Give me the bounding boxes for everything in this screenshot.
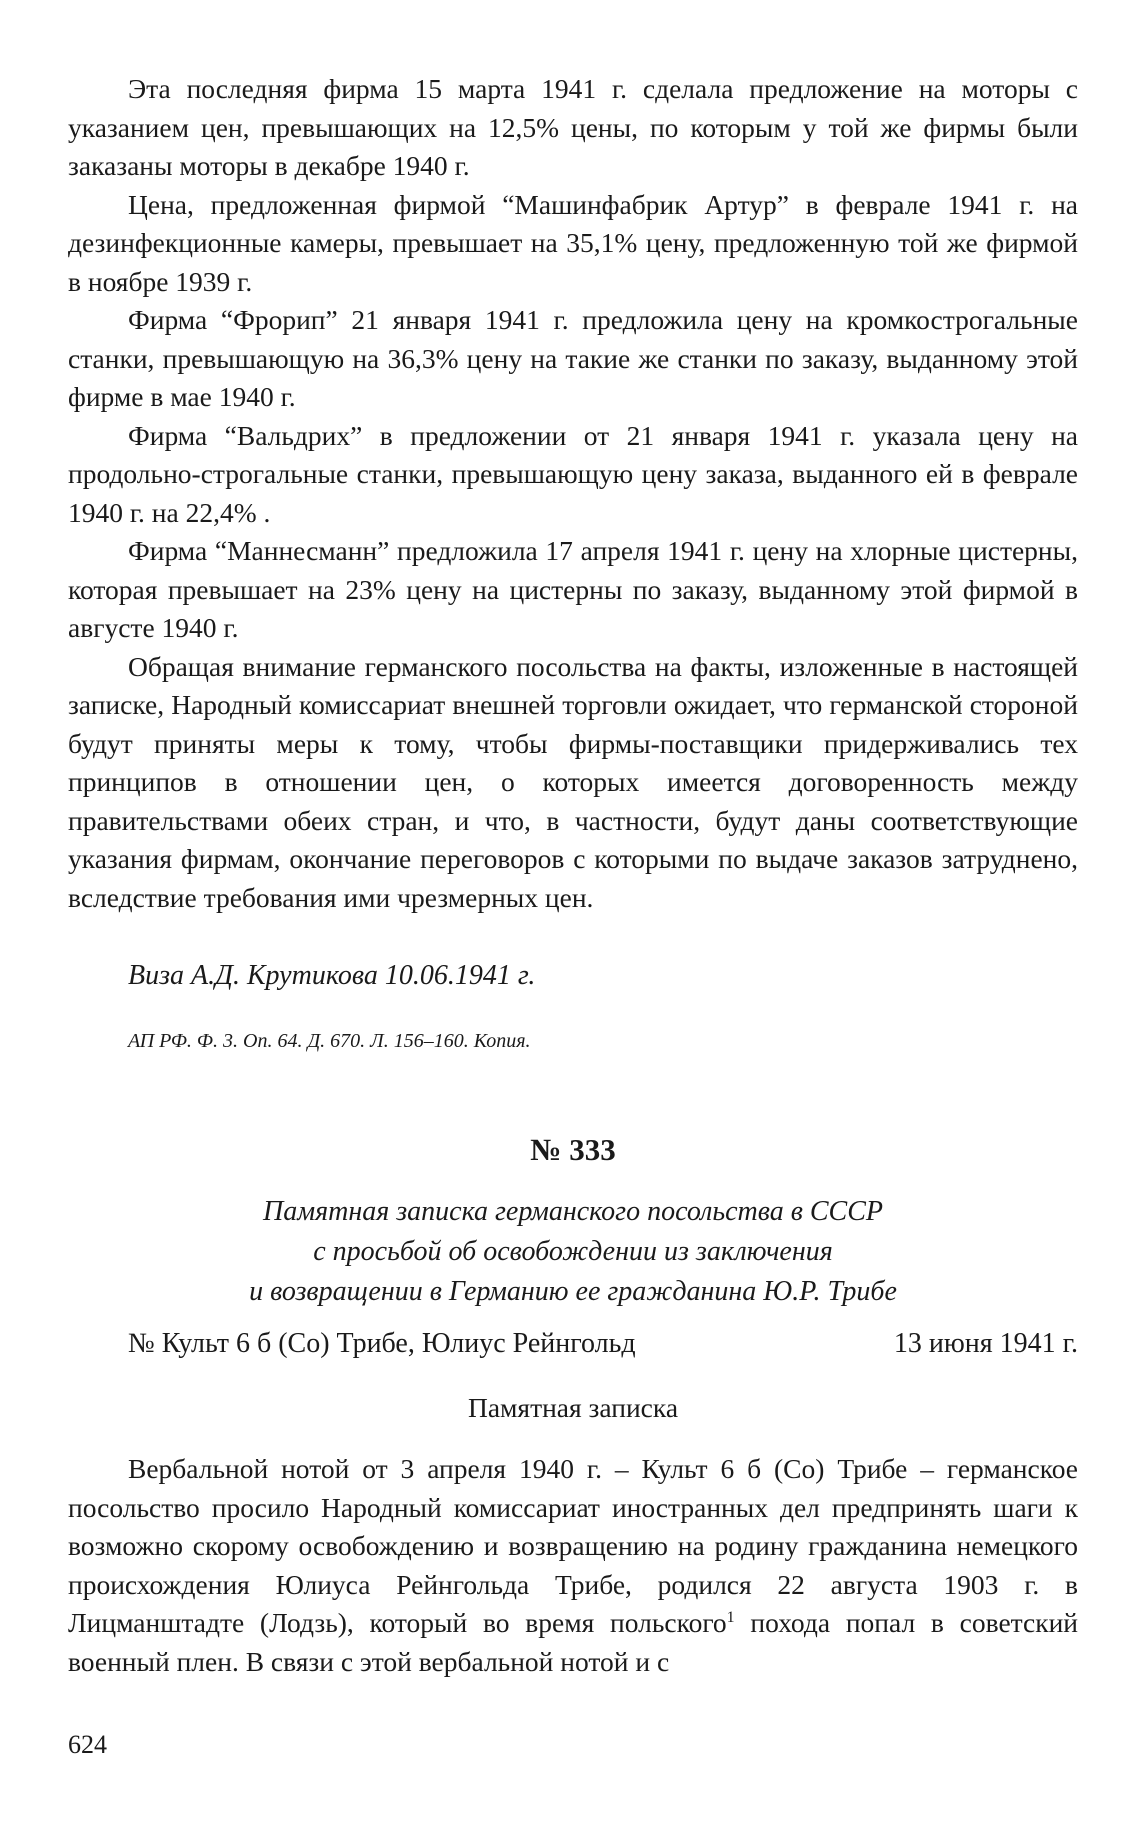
reference-line bbox=[128, 1328, 1078, 1360]
memo-body bbox=[68, 1450, 1078, 1681]
memo-heading: Памятная записка bbox=[467, 1392, 679, 1423]
paragraph-frorip: Фирма “Фрорип” 21 января 1941 г. предложила цену на кромкострогальные станки, превышающую на 36,3% цену на такие же станки по заказу, выданному этой фирме в мае 1940 г. bbox=[68, 304, 1078, 412]
memo-paragraph bbox=[68, 1450, 1078, 1681]
reference-number: № Культ 6 б (Со) Трибе, Юлиус Рейнгольд bbox=[128, 1328, 636, 1359]
document-title-line: Памятная записка германского посольства в СССР bbox=[263, 1196, 883, 1227]
paragraph-motors: Эта последняя фирма 15 марта 1941 г. сделала предложение на моторы с указанием цен, превышающих на 12,5% цены, по которым у той же фирмы были заказаны моторы в декабре 1940 г. bbox=[68, 73, 1078, 181]
archive-source: АП РФ. Ф. 3. Оп. 64. Д. 670. Л. 156–160. Копия. bbox=[128, 1030, 531, 1052]
footnote-marker: 1 bbox=[726, 1608, 735, 1626]
continuation-text bbox=[68, 70, 1078, 917]
paragraph-conclusion: Обращая внимание германского посольства на факты, изложенные в настоящей записке, Народный комиссариат внешней торговли ожидает, что германской стороной будут приняты меры к тому, чтобы фирмы-поставщики придерживались тех принципов в отношении цен, о которых имеется договоренность между правительствами обеих стран, и что, в частности, будут даны соответствующие указания фирмам, окончание переговоров с которыми по выдаче заказов затруднено, вследствие требования ими чрезмерных цен. bbox=[68, 650, 1078, 913]
paragraph-waldrich: Фирма “Вальдрих” в предложении от 21 января 1941 г. указала цену на продольно-строгальные станки, превышающую цену заказа, выданного ей в феврале 1940 г. на 22,4% . bbox=[68, 419, 1078, 528]
paragraph-mannesmann: Фирма “Маннесманн” предложила 17 апреля 1941 г. цену на хлорные цистерны, которая превышает на 23% цену на цистерны по заказу, выданному этой фирмой в августе 1940 г. bbox=[68, 535, 1078, 643]
memo-text-part: похода попал в советский военный плен. В связи с этой вербальной нотой и с bbox=[68, 1607, 1079, 1677]
document-title-line: и возвращении в Германию ее гражданина Ю.Р. Трибе bbox=[249, 1276, 897, 1307]
document-title bbox=[100, 1192, 1046, 1312]
page-number: 624 bbox=[68, 1730, 107, 1759]
memo-text-part: Вербальной нотой от 3 апреля 1940 г. – Культ 6 б (Со) Трибе – германское посольство просило Народный комиссариат иностранных дел предпринять шаги к возможно скорому освобождению и возвращению на родину гражданина немецкого происхождения Юлиуса Рейнгольда Трибе, родился 22 августа 1903 г. в Лицманштадте (Лодзь), который во время польского bbox=[68, 1453, 1078, 1638]
document-title-line: с просьбой об освобождении из заключения bbox=[313, 1236, 833, 1267]
paragraph-disinfection-chambers: Цена, предложенная фирмой “Машинфабрик Артур” в феврале 1941 г. на дезинфекционные камеры, превышает на 35,1% цену, предложенную той же фирмой в ноябре 1939 г. bbox=[68, 188, 1078, 297]
visa-note: Виза А.Д. Крутикова 10.06.1941 г. bbox=[128, 960, 536, 991]
document-date: 13 июня 1941 г. bbox=[893, 1328, 1078, 1359]
document-number: № 333 bbox=[530, 1132, 616, 1167]
